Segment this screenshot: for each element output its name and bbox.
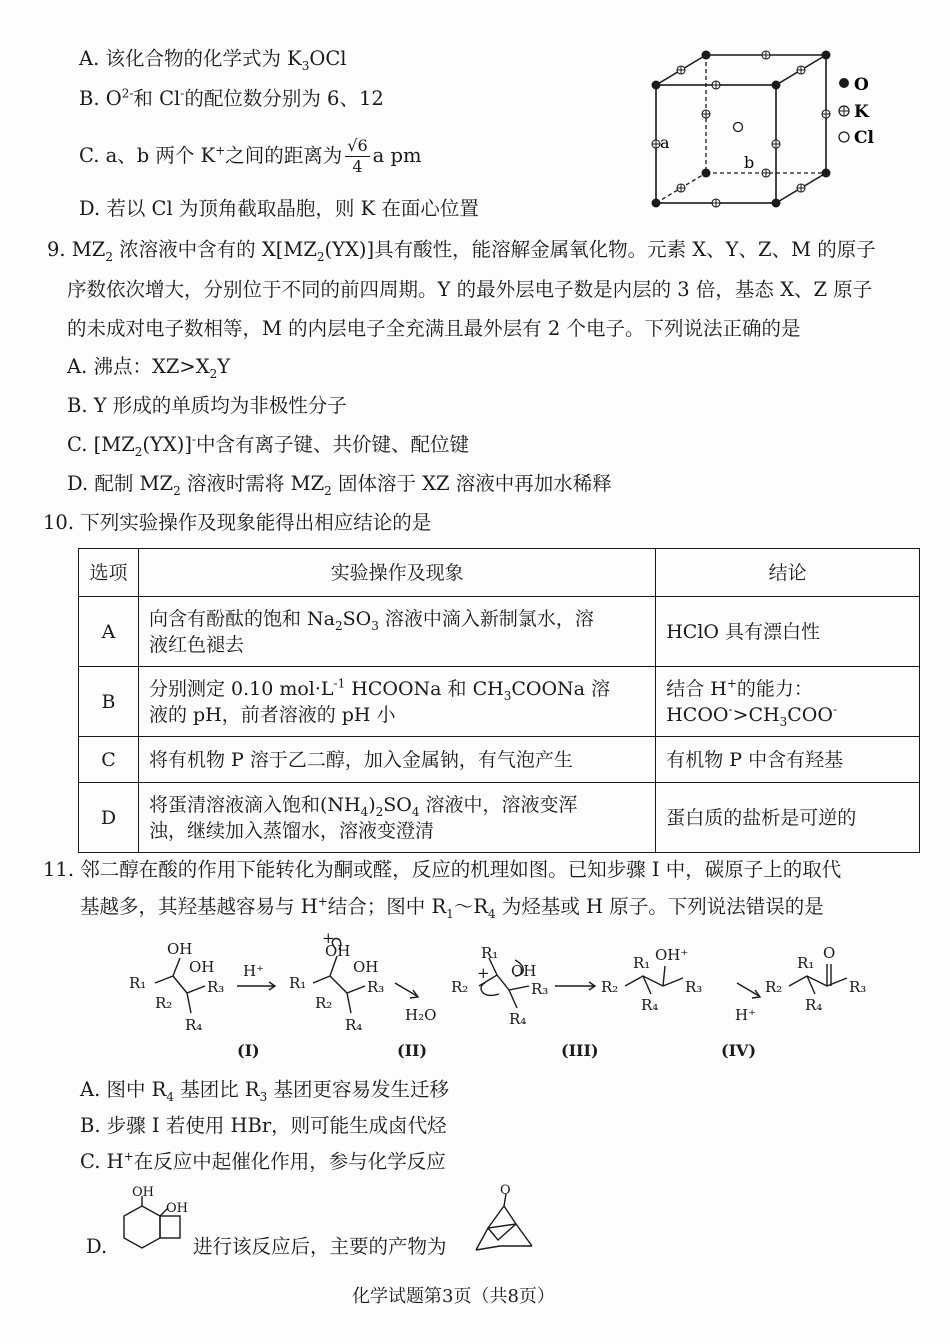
mech-r1: R₁ (633, 954, 651, 972)
mech-r1: R₁ (797, 954, 815, 972)
mech-water: H₂O (405, 1006, 437, 1024)
page-footer: 化学试题第3页（共8页） (352, 1286, 555, 1307)
mech-r3: R₃ (531, 980, 549, 998)
q11-stem-line1: 11. 邻二醇在酸的作用下能转化为酮或醛，反应的机理如图。已知步骤 I 中，碳原子上的取代 (43, 858, 842, 881)
row-conclusion: 有机物 P 中含有羟基 (656, 737, 920, 783)
q9-option-a: A. 沸点：$XZ>X_2Y$ (67, 355, 231, 381)
ketone-o: O (500, 1184, 511, 1198)
mech-r4: R₄ (805, 996, 823, 1014)
q9-option-b: B. Y 形成的单质均为非极性分子 (67, 394, 347, 417)
crystal-cell-diagram (640, 40, 880, 220)
q11-option-b: B. 步骤 I 若使用 HBr，则可能生成卤代烃 (80, 1114, 447, 1137)
q8-option-c: C. a、b 两个 K+之间的距离为 $\frac{√6}{4}$ a pm (79, 136, 422, 176)
diol-oh: OH (166, 1201, 188, 1216)
mech-r3: R₃ (685, 978, 703, 996)
mech-hplus: H⁺ (243, 962, 264, 980)
row-operation: 向含有酚酞的饱和 $Na_2SO_3$ 溶液中滴入新制氯水，溶 液红色褪去 (138, 597, 655, 667)
mech-r1: R₁ (481, 944, 499, 962)
row-option: A (79, 597, 139, 667)
q11-option-a: A. 图中 $R_4$ 基团比 $R_3$ 基团更容易发生迁移 (80, 1078, 449, 1104)
mech-o: O (823, 944, 836, 962)
row-option: C (79, 737, 139, 783)
mech-r1: R₁ (129, 974, 147, 992)
step-label: (III) (561, 1041, 599, 1060)
q9-option-d: D. 配制 $MZ_2$ 溶液时需将 $MZ_2$ 固体溶于 XZ 溶液中再加水稀释 (67, 472, 612, 498)
label-a: a (660, 133, 670, 152)
mech-r2: R₂ (155, 994, 173, 1012)
q11-option-d-text: 进行该反应后，主要的产物为 (193, 1235, 447, 1258)
header-operation: 实验操作及现象 (138, 549, 655, 597)
row-operation: 将蛋清溶液滴入饱和$(NH_4)_2SO_4$ 溶液中，溶液变浑 浊，继续加入蒸馏水，溶液变澄清 (138, 783, 655, 853)
header-conclusion: 结论 (656, 549, 920, 597)
step-label: (IV) (721, 1041, 757, 1060)
table-row (79, 737, 920, 783)
mech-r2: R₂ (315, 994, 333, 1012)
table-row (79, 783, 920, 853)
mech-r2: R₂ (601, 978, 619, 996)
q9-stem-line2: 序数依次增大，分别位于不同的前四周期。Y 的最外层电子数是内层的 3 倍，基态 X、Z 原子 (67, 278, 873, 301)
mech-r1: R₁ (289, 974, 307, 992)
mech-oh: OH (511, 962, 537, 980)
experiment-table (78, 548, 920, 853)
row-option: B (79, 667, 139, 737)
diol-structure (112, 1184, 192, 1264)
mech-hplus: H⁺ (735, 1006, 756, 1024)
mech-r4: R₄ (641, 996, 659, 1014)
q8-option-b: B. $O^{2-}$和 Cl-的配位数分别为 6、12 (79, 86, 384, 110)
mech-r3: R₃ (207, 978, 225, 996)
legend-k: K (854, 102, 869, 122)
mech-oh: OH (167, 940, 193, 958)
row-conclusion: HClO 具有漂白性 (656, 597, 920, 667)
row-option: D (79, 783, 139, 853)
q8-option-a: A. 该化合物的化学式为 $K_3OCl$ (79, 47, 347, 73)
mech-r4: R₄ (185, 1016, 203, 1034)
bicyclic-ketone-structure (470, 1184, 540, 1256)
mech-r3: R₃ (849, 978, 867, 996)
table-row (79, 597, 920, 667)
legend-cl: Cl (854, 128, 874, 148)
table-header-row (79, 549, 920, 597)
q9-stem-line3: 的未成对电子数相等，M 的内层电子全充满且最外层有 2 个电子。下列说法正确的是 (67, 317, 801, 340)
header-option: 选项 (79, 549, 139, 597)
step-label: (I) (237, 1041, 260, 1060)
row-conclusion: 结合 H+的能力： $HCOO^->CH_3COO^-$ (656, 667, 920, 737)
fraction: $\frac{√6}{4}$ (347, 136, 368, 176)
q11-stem-line2: 基越多，其羟基越容易与 H+结合；图中 $R_1\sim R_4$ 为烃基或 H 原子。下列说法错误的是 (80, 894, 824, 921)
mech-r2: R₂ (765, 978, 783, 996)
row-operation: 将有机物 P 溶于乙二醇，加入金属钠，有气泡产生 (138, 737, 655, 783)
mech-plus: + (322, 929, 335, 947)
mech-r3: R₃ (367, 978, 385, 996)
row-operation: 分别测定 0.10 $mol\cdot L^{-1}$ HCOONa 和 $CH_3COONa$ 溶 液的 pH，前者溶液的 pH 小 (138, 667, 655, 737)
mech-r4: R₄ (345, 1016, 363, 1034)
mech-plus: + (477, 964, 490, 982)
mech-r4: R₄ (509, 1010, 527, 1028)
diol-oh: OH (132, 1185, 154, 1200)
q10-stem: 10. 下列实验操作及现象能得出相应结论的是 (43, 511, 432, 534)
table-row (79, 667, 920, 737)
q9-option-c: C. $[MZ_2(YX)]^-$中含有离子键、共价键、配位键 (67, 432, 470, 459)
label-b: b (744, 153, 755, 172)
mech-r2: R₂ (451, 978, 469, 996)
mech-oh: OH (353, 958, 379, 976)
legend-o: O (854, 75, 869, 95)
mech-oh2: OH (325, 942, 351, 960)
q9-stem-line1: 9. $MZ_2$ 浓溶液中含有的 $X[MZ_2(YX)]$具有酸性，能溶解金属氧化物。元素 X、Y、Z、M 的原子 (47, 238, 876, 264)
mechanism-diagram (125, 928, 875, 1068)
mech-ohplus: OH⁺ (655, 946, 689, 964)
q11-option-c: C. H+在反应中起催化作用，参与化学反应 (80, 1149, 446, 1173)
q8-option-d: D. 若以 Cl 为顶角截取晶胞，则 K 在面心位置 (79, 197, 479, 220)
mech-oh: OH (189, 958, 215, 976)
row-conclusion: 蛋白质的盐析是可逆的 (656, 783, 920, 853)
q11-option-d-label: D. (86, 1235, 108, 1258)
step-label: (II) (397, 1041, 428, 1060)
